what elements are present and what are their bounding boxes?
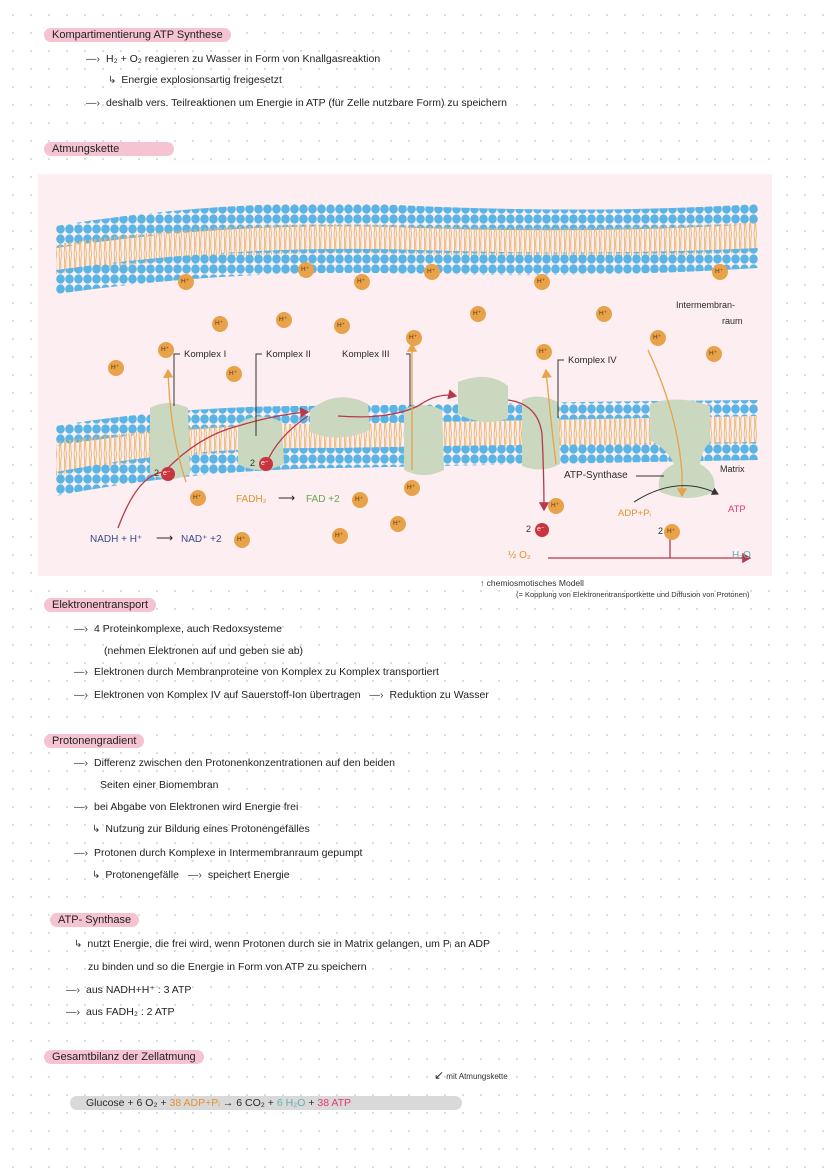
text-line: —› 4 Proteinkomplexe, auch Redoxsysteme — [74, 623, 282, 635]
electron-count-1: 2 — [154, 468, 160, 478]
section-heading-gesamtbilanz: Gesamtbilanz der Zellatmung — [44, 1050, 204, 1064]
curved-arrow-icon: ↙ — [434, 1068, 445, 1082]
proton-label: H⁺ — [473, 310, 482, 317]
intermembran-label-1: Intermembran- — [676, 300, 736, 310]
intermembran-label-2: raum — [722, 316, 743, 326]
proton-label: H⁺ — [355, 496, 364, 503]
komplex-1-label: Komplex I — [184, 349, 227, 360]
proton-label: H⁺ — [653, 334, 662, 341]
section-heading-protonengradient: Protonengradient — [44, 734, 144, 748]
half-o2-label: ½ O₂ — [508, 550, 531, 561]
proton-label: H⁺ — [279, 316, 288, 323]
electron-label: e⁻ — [537, 526, 545, 533]
arrow-icon: —› — [187, 869, 202, 881]
text-line: ↳ Nutzung zur Bildung eines Protonengefälles — [92, 823, 310, 835]
chemiosmotic-subnote: (= Kopplung von Elektronentransportkette und Diffusion von Protonen) — [516, 590, 750, 599]
arrow-icon: —› — [369, 689, 384, 701]
cytochrome-c-shape — [458, 377, 508, 422]
section-heading-atp-synthase: ATP- Synthase — [50, 913, 139, 927]
arrow-icon: —› — [74, 623, 88, 635]
text-line: —› deshalb vers. Teilreaktionen um Energie in ATP (für Zelle nutzbare Form) zu speichern — [86, 97, 507, 109]
proton-label: H⁺ — [667, 528, 676, 535]
proton-label: H⁺ — [409, 334, 418, 341]
proton-label: H⁺ — [237, 536, 246, 543]
text-line: —› Protonen durch Komplexe in Intermembranraum gepumpt — [74, 847, 363, 859]
adp-pi-label: ADP+Pᵢ — [618, 508, 651, 519]
arrow-icon: —› — [66, 1006, 80, 1018]
section-heading-elektronentransport: Elektronentransport — [44, 598, 156, 612]
komplex-4-label: Komplex IV — [568, 355, 617, 366]
nad-label: NAD⁺ +2 — [181, 534, 222, 545]
section-heading-kompartimentierung: Kompartimentierung ATP Synthese — [44, 28, 231, 42]
gesamtbilanz-equation: Glucose + 6 O₂ + 38 ADP+Pᵢ → 6 CO₂ + 6 H₂O + 38 ATP — [70, 1096, 462, 1110]
proton-label: H⁺ — [335, 532, 344, 539]
sub-arrow-icon: ↳ — [108, 75, 117, 86]
text-line: ↳ nutzt Energie, die frei wird, wenn Protonen durch sie in Matrix gelangen, um Pᵢ an ADP — [74, 938, 491, 950]
atp-label: ATP — [728, 504, 746, 515]
arrow-icon: —› — [86, 53, 100, 65]
proton-label: H⁺ — [539, 348, 548, 355]
sub-arrow-icon: ↳ — [92, 870, 101, 881]
text-line: ↳ Energie explosionsartig freigesetzt — [108, 74, 282, 86]
text-line: zu binden und so die Energie in Form von ATP zu speichern — [88, 961, 367, 973]
text-line: —› Elektronen durch Membranproteine von Komplex zu Komplex transportiert — [74, 666, 439, 678]
nadh-arrow-icon: ⟶ — [156, 531, 174, 545]
proton-label: H⁺ — [393, 520, 402, 527]
electron-label: e⁻ — [163, 470, 171, 477]
matrix-label: Matrix — [720, 464, 745, 474]
text-line: Seiten einer Biomembran — [100, 779, 219, 791]
atp-synthase-label: ATP-Synthase — [564, 470, 628, 481]
membrane-diagram-svg — [38, 174, 772, 576]
text-line: —› H₂ + O₂ reagieren zu Wasser in Form von Knallgasreaktion — [86, 53, 381, 65]
nadh-label: NADH + H⁺ — [90, 534, 143, 545]
electron-count-3: 2 — [526, 524, 532, 534]
arrow-icon: —› — [86, 97, 100, 109]
section-heading-atmungskette: Atmungskette — [44, 142, 174, 156]
komplex-2-label: Komplex II — [266, 349, 311, 360]
proton-label: H⁺ — [181, 278, 190, 285]
text-line: —› bei Abgabe von Elektronen wird Energie frei — [74, 801, 299, 813]
komplex-3-label: Komplex III — [342, 349, 390, 360]
proton-label: H⁺ — [537, 278, 546, 285]
arrow-icon: —› — [74, 801, 88, 813]
text-line: (nehmen Elektronen auf und geben sie ab) — [104, 645, 304, 657]
fadh2-arrow-icon: ⟶ — [278, 491, 296, 505]
proton-label: H⁺ — [709, 350, 718, 357]
proton-label: H⁺ — [427, 268, 436, 275]
electron-label: e⁻ — [261, 460, 269, 467]
proton-label: H⁺ — [357, 278, 366, 285]
atmungskette-diagram — [38, 174, 772, 576]
fad-label: FAD +2 — [306, 494, 340, 505]
sub-arrow-icon: ↳ — [92, 824, 101, 835]
proton-label: H⁺ — [111, 364, 120, 371]
electron-count-2: 2 — [250, 458, 256, 468]
fadh2-label: FADH₂ — [236, 494, 267, 505]
proton-label: H⁺ — [215, 320, 224, 327]
proton-label: H⁺ — [599, 310, 608, 317]
chemiosmotic-note: ↑ chemiosmotisches Modell — [480, 578, 584, 588]
proton-label: H⁺ — [193, 494, 202, 501]
proton-label: H⁺ — [229, 370, 238, 377]
text-line: ↳ Protonengefälle —› speichert Energie — [92, 869, 290, 881]
text-line: —› Elektronen von Komplex IV auf Sauerstoff-Ion übertragen —› Reduktion zu Wasser — [74, 689, 489, 701]
h2o-label: H₂O — [732, 550, 751, 561]
atmungskette-annotation: ↙ mit Atmungskette — [434, 1068, 508, 1082]
proton-label: H⁺ — [337, 322, 346, 329]
arrow-icon: —› — [66, 984, 80, 996]
outer-membrane — [56, 204, 758, 295]
sub-arrow-icon: ↳ — [74, 939, 83, 950]
arrow-icon: —› — [74, 847, 88, 859]
proton-label: H⁺ — [551, 502, 560, 509]
text-line: —› aus FADH₂ : 2 ATP — [66, 1006, 175, 1018]
arrow-icon: —› — [74, 757, 88, 769]
proton-label: H⁺ — [301, 266, 310, 273]
arrow-icon: —› — [74, 689, 88, 701]
text-line: —› aus NADH+H⁺ : 3 ATP — [66, 984, 192, 996]
proton-label: H⁺ — [407, 484, 416, 491]
proton-label: H⁺ — [161, 346, 170, 353]
arrow-icon: —› — [74, 666, 88, 678]
text-line: —› Differenz zwischen den Protonenkonzentrationen auf den beiden — [74, 757, 396, 769]
atp-proton-count: 2 — [658, 526, 664, 536]
proton-label: H⁺ — [715, 268, 724, 275]
